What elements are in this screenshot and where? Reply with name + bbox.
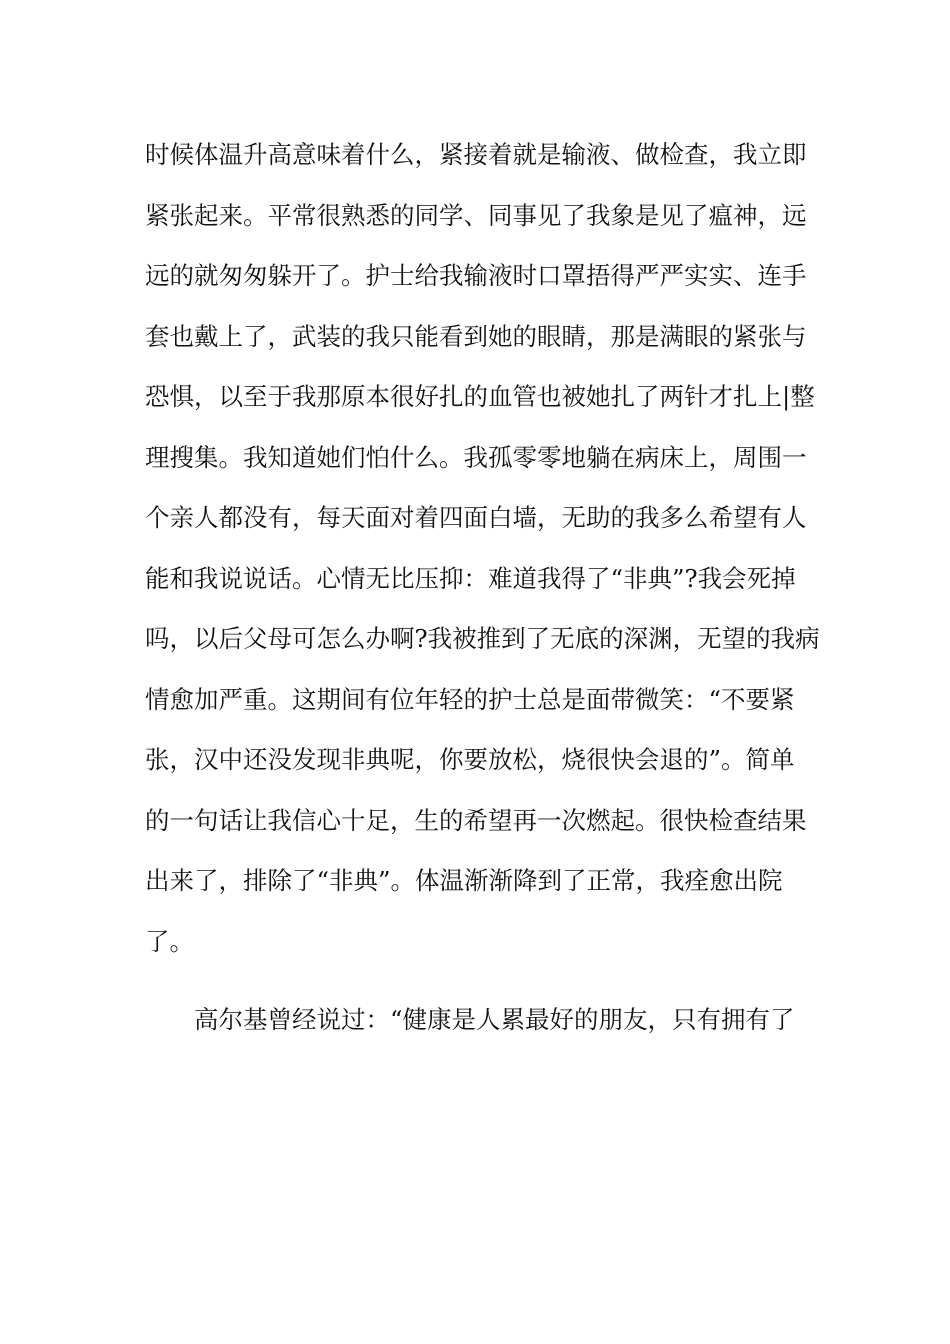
text-line: 能和我说说话。心情无比压抑：难道我得了“非典”?我会死掉	[145, 563, 796, 593]
text-line: 套也戴上了，武装的我只能看到她的眼睛，那是满眼的紧张与	[145, 321, 807, 351]
text-line: 张，汉中还没发现非典呢，你要放松，烧很快会退的”。简单	[145, 745, 795, 774]
text-line: 吗，以后父母可怎么办啊?我被推到了无底的深渊，无望的我病	[145, 624, 820, 653]
text-line: 时候体温升高意味着什么，紧接着就是输液、做检查，我立即	[145, 140, 807, 169]
text-line: 理搜集。我知道她们怕什么。我孤零零地躺在病床上，周围一	[145, 442, 807, 472]
text-line: 的一句话让我信心十足，生的希望再一次燃起。很快检查结果	[145, 805, 807, 835]
text-line: 出来了，排除了“非典”。体温渐渐降到了正常，我痊愈出院	[145, 866, 783, 895]
paragraph-2	[145, 995, 815, 1056]
text-line: 高尔基曾经说过：“健康是人累最好的朋友，只有拥有了	[194, 1005, 795, 1034]
text-line: 恐惧，以至于我那原本很好扎的血管也被她扎了两针才扎上|整	[145, 382, 815, 411]
paragraph-1	[145, 130, 820, 977]
paragraph-gap	[145, 977, 815, 995]
text-line: 紧张起来。平常很熟悉的同学、同事见了我象是见了瘟神，远	[145, 200, 807, 230]
text-line: 了。	[145, 926, 194, 956]
text-line: 个亲人都没有，每天面对着四面白墙，无助的我多么希望有人	[145, 503, 807, 532]
text-line: 情愈加严重。这期间有位年轻的护士总是面带微笑：“不要紧	[145, 684, 795, 714]
body-text	[145, 130, 820, 1056]
text-line: 远的就匆匆躲开了。护士给我输液时口罩捂得严严实实、连手	[145, 261, 807, 290]
